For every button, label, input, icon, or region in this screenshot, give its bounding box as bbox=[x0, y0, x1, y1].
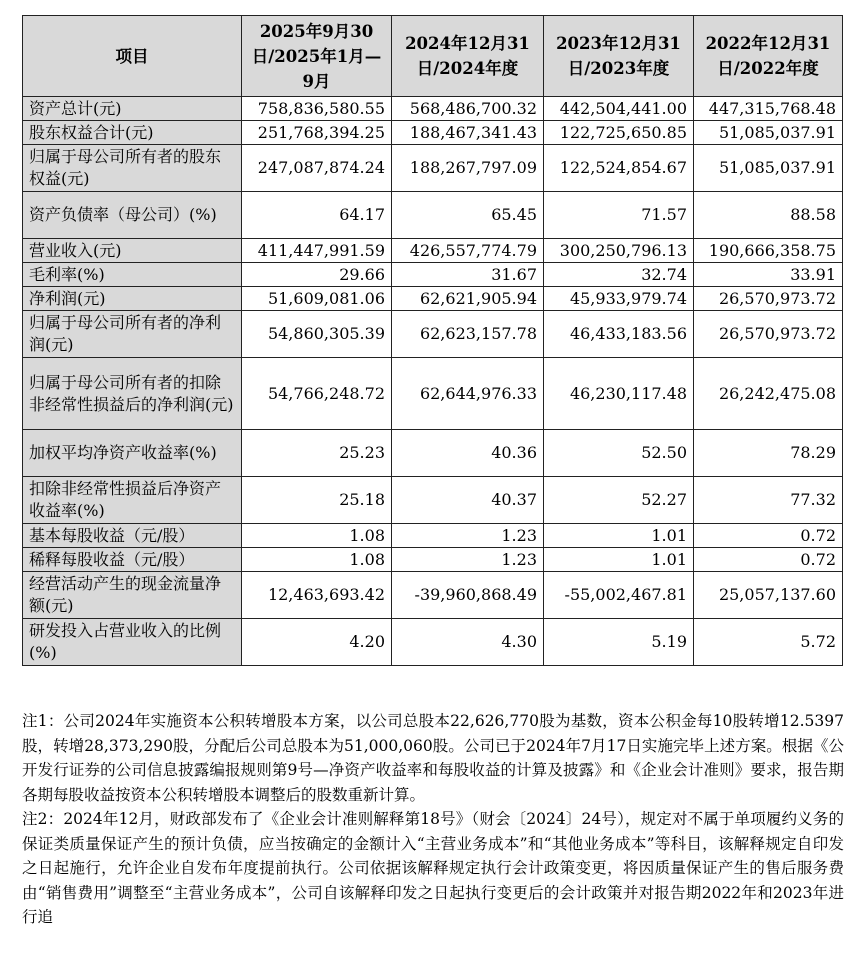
cell-value: 426,557,774.79 bbox=[392, 239, 544, 263]
cell-value: -55,002,467.81 bbox=[544, 572, 694, 619]
cell-value: 190,666,358.75 bbox=[694, 239, 843, 263]
cell-value: 54,766,248.72 bbox=[242, 358, 392, 430]
cell-value: 40.37 bbox=[392, 477, 544, 524]
cell-value: 300,250,796.13 bbox=[544, 239, 694, 263]
cell-value: 71.57 bbox=[544, 192, 694, 239]
cell-value: 188,467,341.43 bbox=[392, 121, 544, 145]
row-label: 归属于母公司所有者的扣除非经常性损益后的净利润(元) bbox=[23, 358, 242, 430]
financial-table-wrapper bbox=[22, 15, 842, 666]
cell-value: -39,960,868.49 bbox=[392, 572, 544, 619]
header-2022: 2022年12月31日/2022年度 bbox=[694, 16, 843, 97]
cell-value: 46,433,183.56 bbox=[544, 311, 694, 358]
header-2025: 2025年9月30日/2025年1月—9月 bbox=[242, 16, 392, 97]
cell-value: 26,242,475.08 bbox=[694, 358, 843, 430]
cell-value: 31.67 bbox=[392, 263, 544, 287]
cell-value: 64.17 bbox=[242, 192, 392, 239]
row-label: 研发投入占营业收入的比例(%) bbox=[23, 619, 242, 666]
cell-value: 65.45 bbox=[392, 192, 544, 239]
row-label: 归属于母公司所有者的净利润(元) bbox=[23, 311, 242, 358]
row-label: 归属于母公司所有者的股东权益(元) bbox=[23, 145, 242, 192]
cell-value: 78.29 bbox=[694, 430, 843, 477]
financial-data-table bbox=[22, 15, 843, 666]
cell-value: 29.66 bbox=[242, 263, 392, 287]
cell-value: 4.20 bbox=[242, 619, 392, 666]
table-row bbox=[23, 477, 843, 524]
cell-value: 54,860,305.39 bbox=[242, 311, 392, 358]
cell-value: 442,504,441.00 bbox=[544, 97, 694, 121]
row-label: 净利润(元) bbox=[23, 287, 242, 311]
cell-value: 62,644,976.33 bbox=[392, 358, 544, 430]
cell-value: 26,570,973.72 bbox=[694, 311, 843, 358]
footnotes bbox=[22, 709, 844, 930]
cell-value: 12,463,693.42 bbox=[242, 572, 392, 619]
cell-value: 0.72 bbox=[694, 548, 843, 572]
cell-value: 25.23 bbox=[242, 430, 392, 477]
cell-value: 122,725,650.85 bbox=[544, 121, 694, 145]
cell-value: 1.23 bbox=[392, 548, 544, 572]
table-row bbox=[23, 121, 843, 145]
cell-value: 33.91 bbox=[694, 263, 843, 287]
row-label: 扣除非经常性损益后净资产收益率(%) bbox=[23, 477, 242, 524]
cell-value: 1.08 bbox=[242, 524, 392, 548]
cell-value: 51,085,037.91 bbox=[694, 121, 843, 145]
cell-value: 1.01 bbox=[544, 524, 694, 548]
cell-value: 5.72 bbox=[694, 619, 843, 666]
table-header-row bbox=[23, 16, 843, 97]
cell-value: 62,623,157.78 bbox=[392, 311, 544, 358]
cell-value: 568,486,700.32 bbox=[392, 97, 544, 121]
cell-value: 1.08 bbox=[242, 548, 392, 572]
table-row bbox=[23, 358, 843, 430]
cell-value: 32.74 bbox=[544, 263, 694, 287]
table-row bbox=[23, 239, 843, 263]
cell-value: 77.32 bbox=[694, 477, 843, 524]
table-row bbox=[23, 619, 843, 666]
cell-value: 5.19 bbox=[544, 619, 694, 666]
cell-value: 88.58 bbox=[694, 192, 843, 239]
table-row bbox=[23, 430, 843, 477]
table-row bbox=[23, 311, 843, 358]
cell-value: 40.36 bbox=[392, 430, 544, 477]
table-row bbox=[23, 287, 843, 311]
row-label: 基本每股收益（元/股） bbox=[23, 524, 242, 548]
row-label: 经营活动产生的现金流量净额(元) bbox=[23, 572, 242, 619]
cell-value: 247,087,874.24 bbox=[242, 145, 392, 192]
header-2023: 2023年12月31日/2023年度 bbox=[544, 16, 694, 97]
table-row bbox=[23, 263, 843, 287]
cell-value: 26,570,973.72 bbox=[694, 287, 843, 311]
cell-value: 0.72 bbox=[694, 524, 843, 548]
table-row bbox=[23, 524, 843, 548]
cell-value: 46,230,117.48 bbox=[544, 358, 694, 430]
header-2024: 2024年12月31日/2024年度 bbox=[392, 16, 544, 97]
cell-value: 52.50 bbox=[544, 430, 694, 477]
cell-value: 1.23 bbox=[392, 524, 544, 548]
cell-value: 4.30 bbox=[392, 619, 544, 666]
cell-value: 45,933,979.74 bbox=[544, 287, 694, 311]
table-row bbox=[23, 572, 843, 619]
cell-value: 51,085,037.91 bbox=[694, 145, 843, 192]
row-label: 加权平均净资产收益率(%) bbox=[23, 430, 242, 477]
cell-value: 251,768,394.25 bbox=[242, 121, 392, 145]
cell-value: 758,836,580.55 bbox=[242, 97, 392, 121]
row-label: 稀释每股收益（元/股） bbox=[23, 548, 242, 572]
header-item: 项目 bbox=[23, 16, 242, 97]
footnote-1: 注1：公司2024年实施资本公积转增股本方案，以公司总股本22,626,770股为基数，资本公积金每10股转增12.5397股，转增28,373,290股，分配后公司总股本为51,000,060股。公司已于2024年7月17日实施完毕上述方案。根据《公开发行证券的公司信息披露编报规则第9号—净资产收益率和每股收益的计算及披露》和《企业会计准则》要求，报告期各期每股收益按资本公积转增股本调整后的股数重新计算。 bbox=[22, 712, 844, 804]
cell-value: 122,524,854.67 bbox=[544, 145, 694, 192]
row-label: 股东权益合计(元) bbox=[23, 121, 242, 145]
table-row bbox=[23, 97, 843, 121]
cell-value: 52.27 bbox=[544, 477, 694, 524]
cell-value: 25,057,137.60 bbox=[694, 572, 843, 619]
row-label: 营业收入(元) bbox=[23, 239, 242, 263]
cell-value: 62,621,905.94 bbox=[392, 287, 544, 311]
row-label: 资产负债率（母公司）(%) bbox=[23, 192, 242, 239]
table-row bbox=[23, 192, 843, 239]
cell-value: 411,447,991.59 bbox=[242, 239, 392, 263]
cell-value: 188,267,797.09 bbox=[392, 145, 544, 192]
footnote-2: 注2：2024年12月，财政部发布了《企业会计准则解释第18号》（财会〔2024〕24号），规定对不属于单项履约义务的保证类质量保证产生的预计负债，应当按确定的金额计入“主营业务成本”和“其他业务成本”等科目，该解释规定自印发之日起施行，允许企业自发布年度提前执行。公司依据该解释规定执行会计政策变更，将因质量保证产生的售后服务费由“销售费用”调整至“主营业务成本”，公司自该解释印发之日起执行变更后的会计政策并对报告期2022年和2023年进行追 bbox=[22, 810, 844, 926]
cell-value: 447,315,768.48 bbox=[694, 97, 843, 121]
cell-value: 25.18 bbox=[242, 477, 392, 524]
cell-value: 1.01 bbox=[544, 548, 694, 572]
table-row bbox=[23, 145, 843, 192]
cell-value: 51,609,081.06 bbox=[242, 287, 392, 311]
row-label: 资产总计(元) bbox=[23, 97, 242, 121]
table-row bbox=[23, 548, 843, 572]
row-label: 毛利率(%) bbox=[23, 263, 242, 287]
